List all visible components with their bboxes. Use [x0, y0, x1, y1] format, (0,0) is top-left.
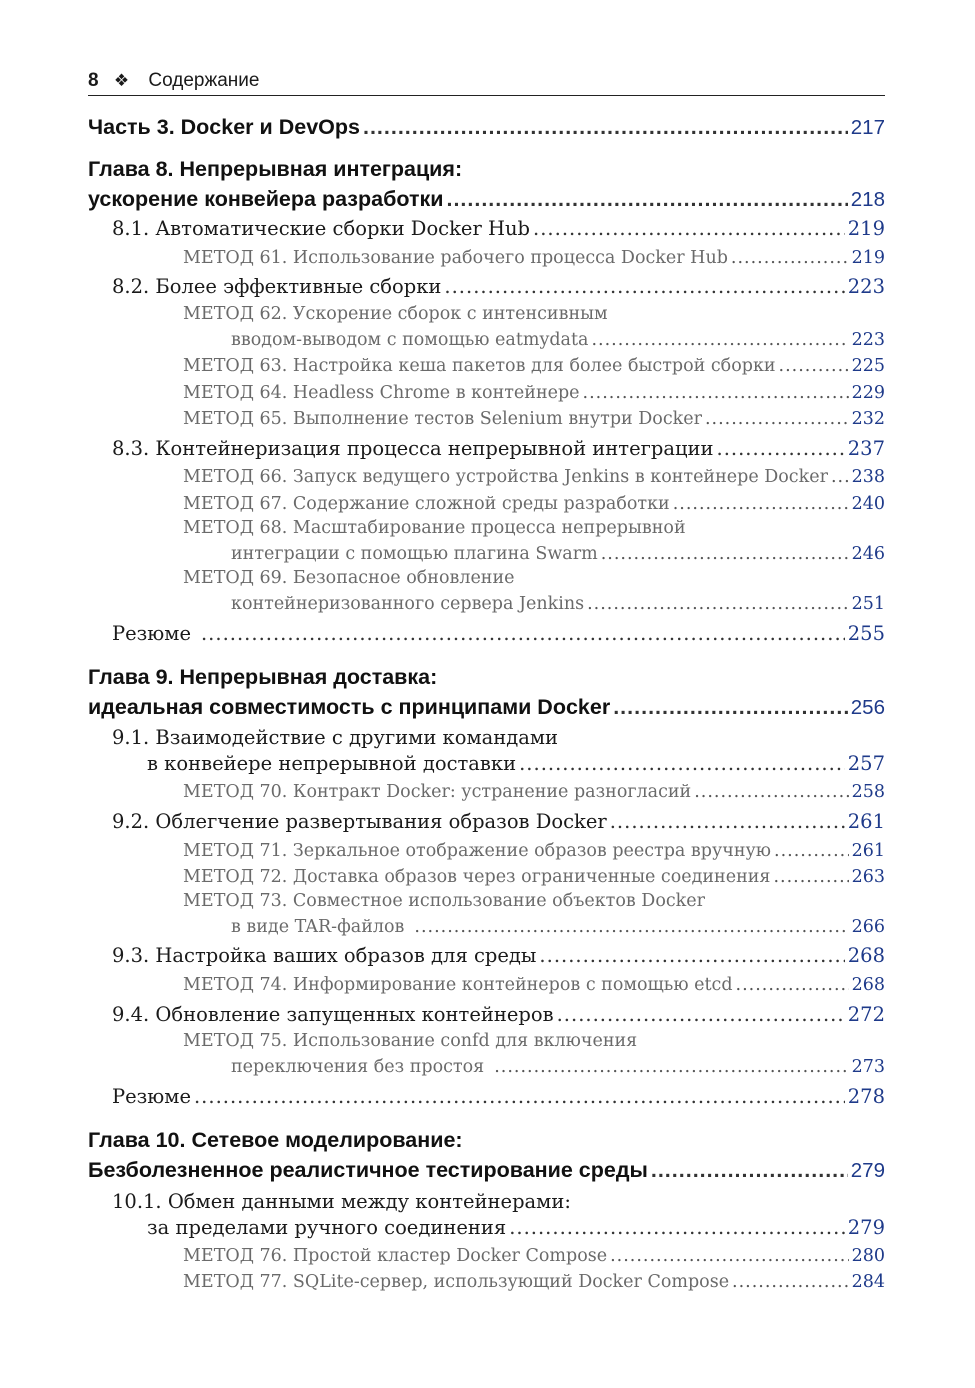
toc-page: 223: [847, 275, 885, 298]
toc-method-74[interactable]: [88, 975, 885, 995]
toc-chapter-8-line1[interactable]: [88, 157, 885, 182]
toc-title: МЕТОД 69. Безопасное обновление: [183, 568, 515, 588]
toc-method-72[interactable]: [88, 867, 885, 887]
toc-page: 272: [847, 1003, 885, 1026]
toc-page: 280: [851, 1246, 885, 1266]
leader-dots: [201, 622, 845, 645]
toc-section-9-1-line1[interactable]: [88, 726, 885, 749]
toc-title: 8.1. Автоматические сборки Docker Hub: [112, 217, 531, 240]
toc-method-67[interactable]: [88, 494, 885, 514]
toc-page: 256: [850, 696, 885, 719]
toc-title: интеграции с помощью плагина Swarm: [231, 544, 598, 564]
toc-method-68-line1[interactable]: [88, 518, 885, 538]
toc-page: 268: [851, 975, 885, 995]
toc-page: 251: [851, 594, 885, 614]
page-number: 8: [88, 70, 99, 91]
leader-dots: [414, 917, 848, 937]
toc-method-71[interactable]: [88, 841, 885, 861]
toc-title: за пределами ручного соединения: [147, 1216, 507, 1239]
running-header: [88, 66, 885, 96]
leader-dots: [363, 115, 848, 140]
leader-dots: [613, 695, 848, 720]
toc-title: МЕТОД 74. Информирование контейнеров с помощью etcd: [183, 975, 733, 995]
leader-dots: [736, 975, 849, 995]
toc-title: ускорение конвейера разработки: [88, 187, 444, 211]
toc-section-8-2[interactable]: [88, 275, 885, 298]
toc-title: идеальная совместимость с принципами Docker: [88, 695, 611, 719]
toc-page: 238: [851, 467, 885, 487]
toc-title: вводом-выводом с помощью eatmydata: [231, 330, 589, 350]
leader-dots: [673, 494, 849, 514]
toc-title: МЕТОД 71. Зеркальное отображение образов реестра вручную: [183, 841, 772, 861]
toc-page: 266: [851, 917, 885, 937]
toc-method-69-line1[interactable]: [88, 568, 885, 588]
leader-dots: [444, 275, 844, 298]
toc-title: Глава 10. Сетевое моделирование:: [88, 1128, 463, 1152]
toc-page: 263: [851, 867, 885, 887]
toc-title: МЕТОД 76. Простой кластер Docker Compose: [183, 1246, 608, 1266]
toc-method-70[interactable]: [88, 782, 885, 802]
toc-summary-9[interactable]: [88, 1085, 885, 1108]
toc-title: 8.3. Контейнеризация процесса непрерывной интеграции: [112, 437, 714, 460]
leader-dots: [591, 330, 848, 350]
toc-page: 237: [847, 437, 885, 460]
leader-dots: [519, 752, 845, 775]
toc-method-73[interactable]: [88, 917, 885, 937]
toc-title: МЕТОД 73. Совместное использование объектов Docker: [183, 891, 705, 911]
toc-method-75-line1[interactable]: [88, 1031, 885, 1051]
toc-title: 9.2. Облегчение развертывания образов Docker: [112, 810, 607, 833]
leader-dots: [494, 1057, 848, 1077]
toc-title: переключения без простоя: [231, 1057, 485, 1077]
toc-title: МЕТОД 67. Содержание сложной среды разработки: [183, 494, 670, 514]
toc-chapter-9[interactable]: [88, 695, 885, 720]
toc-title: 9.1. Взаимодействие с другими командами: [112, 726, 559, 749]
leader-dots: [732, 1272, 849, 1292]
toc-title: МЕТОД 64. Headless Chrome в контейнере: [183, 383, 580, 403]
toc-page: 219: [847, 217, 885, 240]
toc-page: 240: [851, 494, 885, 514]
toc-section-9-3[interactable]: [88, 944, 885, 967]
toc-title: Часть 3. Docker и DevOps: [88, 115, 360, 139]
toc-title: МЕТОД 77. SQLite-сервер, использующий Docker Compose: [183, 1272, 730, 1292]
leader-dots: [774, 841, 849, 861]
toc-title: контейнеризованного сервера Jenkins: [231, 594, 585, 614]
toc-page: 258: [851, 782, 885, 802]
leader-dots: [694, 782, 848, 802]
toc-title: Безболезненное реалистичное тестирование среды: [88, 1158, 648, 1182]
toc-title: в виде TAR-файлов: [231, 917, 405, 937]
toc-section-8-3[interactable]: [88, 437, 885, 460]
leader-dots: [539, 944, 844, 967]
toc-title: 10.1. Обмен данными между контейнерами:: [112, 1190, 571, 1213]
toc-section-9-1[interactable]: [88, 752, 885, 775]
toc-page: 217: [850, 116, 885, 139]
toc-chapter-8[interactable]: [88, 187, 885, 212]
leader-dots: [610, 810, 845, 833]
toc-title: МЕТОД 62. Ускорение сборок с интенсивным: [183, 304, 608, 324]
leader-dots: [610, 1246, 849, 1266]
toc-page: 255: [847, 622, 885, 645]
leader-dots: [651, 1158, 848, 1183]
running-title: Содержание: [148, 70, 260, 91]
toc-method-76[interactable]: [88, 1246, 885, 1266]
toc-method-69[interactable]: [88, 594, 885, 614]
leader-dots: [557, 1003, 845, 1026]
toc-title: Резюме: [112, 1085, 191, 1108]
toc-method-63[interactable]: [88, 356, 885, 376]
leader-dots: [583, 383, 849, 403]
toc-page: 278: [847, 1085, 885, 1108]
toc-method-75[interactable]: [88, 1057, 885, 1077]
toc-title: МЕТОД 63. Настройка кеша пакетов для более быстрой сборки: [183, 356, 776, 376]
leader-dots: [731, 248, 849, 268]
leader-dots: [601, 544, 849, 564]
toc-page: 279: [850, 1159, 885, 1182]
leader-dots: [533, 217, 845, 240]
toc-page: 223: [851, 330, 885, 350]
toc-chapter-9-line1[interactable]: [88, 665, 885, 690]
toc-method-61[interactable]: [88, 248, 885, 268]
toc-title: МЕТОД 68. Масштабирование процесса непрерывной: [183, 518, 686, 538]
toc-title: 9.3. Настройка ваших образов для среды: [112, 944, 537, 967]
toc-page: 225: [851, 356, 885, 376]
toc-title: Глава 9. Непрерывная доставка:: [88, 665, 438, 689]
toc-page: 218: [850, 188, 885, 211]
toc-section-10-1-line1[interactable]: [88, 1190, 885, 1213]
leader-dots: [509, 1216, 845, 1239]
toc-title: МЕТОД 70. Контракт Docker: устранение разногласий: [183, 782, 692, 802]
toc-title: 9.4. Обновление запущенных контейнеров: [112, 1003, 554, 1026]
toc-section-9-2[interactable]: [88, 810, 885, 833]
leader-dots: [779, 356, 849, 376]
toc-method-62-line1[interactable]: [88, 304, 885, 324]
toc-method-65[interactable]: [88, 409, 885, 429]
toc-page: 257: [847, 752, 885, 775]
toc-page: 284: [851, 1272, 885, 1292]
toc-method-68[interactable]: [88, 544, 885, 564]
toc-chapter-10[interactable]: [88, 1158, 885, 1183]
toc-title: 8.2. Более эффективные сборки: [112, 275, 442, 298]
toc-title: МЕТОД 75. Использование confd для включения: [183, 1031, 638, 1051]
toc-page: 273: [851, 1057, 885, 1077]
toc-method-77[interactable]: [88, 1272, 885, 1292]
toc-page: 261: [847, 810, 885, 833]
toc-title: МЕТОД 72. Доставка образов через ограниченные соединения: [183, 867, 771, 887]
leader-dots: [717, 437, 845, 460]
toc-section-10-1[interactable]: [88, 1216, 885, 1239]
toc-page: 246: [851, 544, 885, 564]
toc-method-73-line1[interactable]: [88, 891, 885, 911]
ornament-icon: ❖: [113, 71, 130, 90]
toc-chapter-10-line1[interactable]: [88, 1128, 885, 1153]
leader-dots: [773, 867, 848, 887]
toc-method-62[interactable]: [88, 330, 885, 350]
leader-dots: [194, 1085, 845, 1108]
toc-title: МЕТОД 61. Использование рабочего процесса Docker Hub: [183, 248, 728, 268]
toc-title: МЕТОД 66. Запуск ведущего устройства Jenkins в контейнере Docker: [183, 467, 828, 487]
toc-page: 279: [847, 1216, 885, 1239]
toc-section-8-1[interactable]: [88, 217, 885, 240]
toc-page: 268: [847, 944, 885, 967]
leader-dots: [446, 187, 847, 212]
toc-title: в конвейере непрерывной доставки: [147, 752, 517, 775]
toc-part-3[interactable]: [88, 115, 885, 140]
toc-page: 232: [851, 409, 885, 429]
toc-page: 219: [851, 248, 885, 268]
toc-page: 229: [851, 383, 885, 403]
toc-title: Глава 8. Непрерывная интеграция:: [88, 157, 463, 181]
toc-title: Резюме: [112, 622, 191, 645]
toc-section-9-4[interactable]: [88, 1003, 885, 1026]
toc-title: МЕТОД 65. Выполнение тестов Selenium внутри Docker: [183, 409, 702, 429]
leader-dots: [587, 594, 849, 614]
toc-method-66[interactable]: [88, 467, 885, 487]
leader-dots: [831, 467, 849, 487]
leader-dots: [705, 409, 849, 429]
toc-method-64[interactable]: [88, 383, 885, 403]
toc-summary-8[interactable]: [88, 622, 885, 645]
toc-page: 261: [851, 841, 885, 861]
